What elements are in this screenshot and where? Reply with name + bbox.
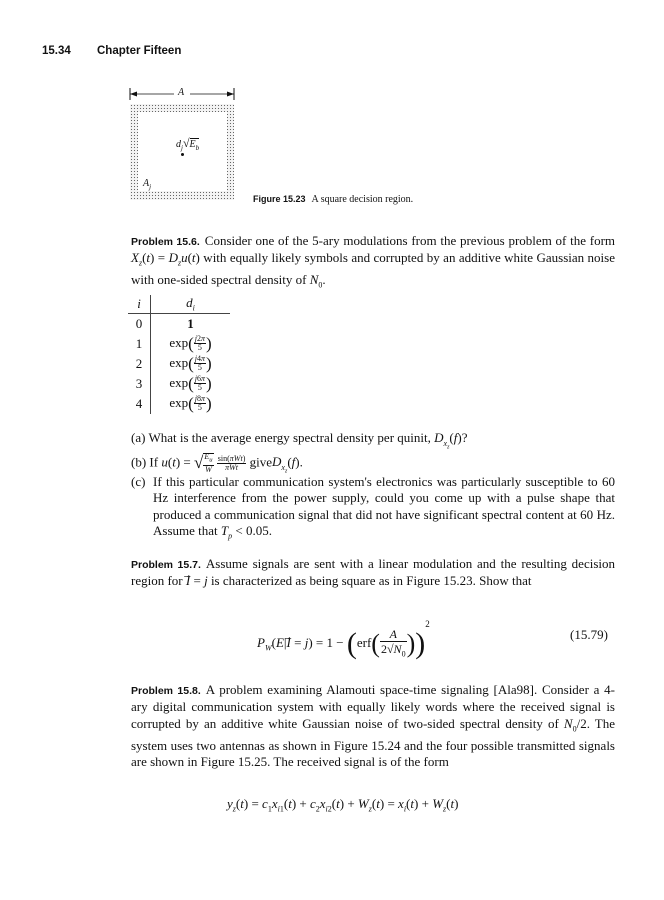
row-index: 0: [128, 313, 151, 334]
figure-caption: Figure 15.23 A square decision region.: [253, 194, 414, 205]
part-c: (c) If this particular communication system's electronics was particularly susceptible to 60 Hz interference from the power supply, could you come up with a pulse shape that produced a communication signal that did not have significant spectral content at 60 Hz. Assume that $T_p < 0.05$.: [131, 474, 615, 541]
row-symbol: exp( $\frac{j2\pi}{5}$ ): [169, 333, 212, 353]
part-b: (b) If u(t) = √ $\frac{E_u}{W}$ $\frac{\text{sin(πWt)}}{\text{πWt}}$ giveD$_{x_z}$(f).: [131, 452, 303, 475]
row-index: 2: [128, 354, 151, 374]
column-header-di: $d_i$: [151, 295, 231, 313]
row-symbol: 1: [187, 315, 194, 331]
figure-15-23: [0, 0, 664, 210]
table-row: [128, 354, 230, 374]
problem-15-8-text: Problem 15.8. A problem examining Alamouti space-time signaling [Ala98]. Consider a 4-ary digital communication system with equally likely words where the received signal is corrupted by an additive white Gaussian noise of two-sided spectral density of $N_0/2$. The system uses two antennas as shown in Figure 15.24 and the four possible transmitted signals are shown in Figure 15.25. The received signal is of the form: [131, 682, 616, 770]
table-row: [128, 394, 230, 414]
part-a: (a) What is the average energy spectral density per quinit, $D_{x_z}(f)$?: [131, 430, 468, 451]
row-index: 4: [128, 394, 151, 414]
chapter-title: Chapter Fifteen: [97, 45, 182, 57]
row-index: 1: [128, 334, 151, 354]
equation-number: (15.79): [570, 627, 608, 642]
table-row: [128, 313, 230, 334]
dimension-label: A: [178, 87, 185, 98]
table-row: [128, 334, 230, 354]
region-label: $A_j$: [143, 178, 152, 191]
row-index: 3: [128, 374, 151, 394]
row-symbol: exp( $\frac{j8\pi}{5}$ ): [169, 393, 212, 413]
row-symbol: exp( $\frac{j4\pi}{5}$ ): [169, 353, 212, 373]
row-symbol: exp( $\frac{j6\pi}{5}$ ): [169, 373, 212, 393]
column-header-i: i: [128, 295, 151, 313]
table-header-row: [128, 295, 230, 313]
equation-15-79: $P_W(E|I⃗ = j) = 1 - (erf$( $\frac{A}{2√N_0}$ ))$^2$: [257, 619, 430, 661]
symbol-table: [128, 295, 230, 414]
table-row: [128, 374, 230, 394]
signal-point: [181, 153, 184, 156]
problem-15-6-text: Problem 15.6. Consider one of the 5-ary modulations from the previous problem of the form $X_z(t) = D_zu(t)$ with equally likely symbols and corrupted by an additive white Gaussian noise with one-sided spectral density of $N_0$.: [131, 233, 616, 290]
page-number: 15.34: [42, 45, 71, 57]
received-signal-equation: $y_z(t) = c_1x_{i1}(t) + c_2x_{i2}(t) + W_z(t) = x_i(t) + W_z(t)$: [227, 796, 459, 814]
problem-15-7-text: Problem 15.7. Assume signals are sent with a linear modulation and the resulting decision region for I⃗ = j is characterized as being square as in Figure 15.23. Show that: [131, 556, 615, 589]
point-label: $d_j√E_b$: [176, 136, 200, 152]
